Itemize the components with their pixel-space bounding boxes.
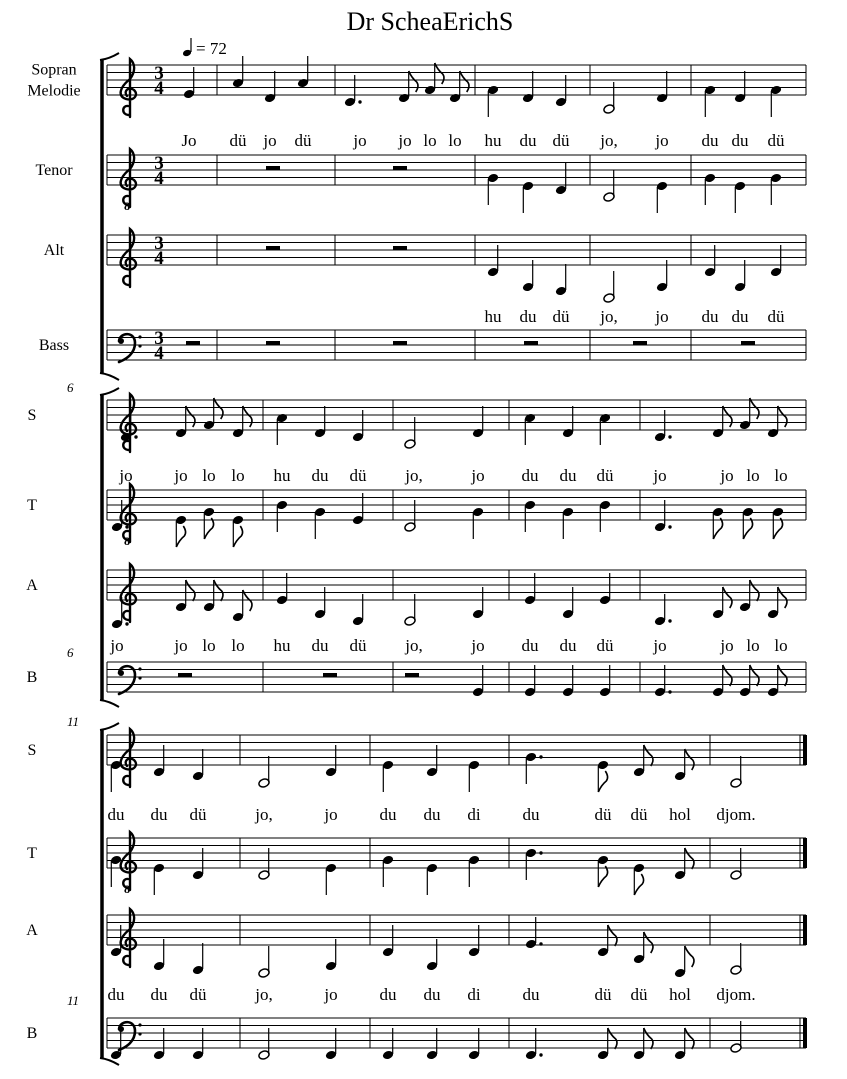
note — [599, 500, 611, 532]
note — [599, 413, 611, 445]
lyric-syllable: jo — [398, 131, 412, 150]
lyric-syllable: hu — [273, 636, 291, 655]
lyric-syllable: du — [107, 985, 125, 1004]
note — [325, 863, 337, 895]
staff — [26, 909, 806, 1004]
note-flag — [778, 665, 787, 686]
measure-number: 6 — [67, 645, 74, 660]
staff-label: Tenor — [35, 162, 73, 179]
notes-layer — [107, 56, 787, 1060]
augmentation-dot — [539, 851, 542, 854]
treble-clef-icon — [121, 909, 136, 967]
staff-label: A — [26, 922, 38, 939]
note — [562, 507, 574, 539]
bass-clef-icon-colon-lower — [138, 1032, 141, 1035]
tempo-value: = 72 — [196, 39, 227, 58]
lyric-syllable: jo — [263, 131, 277, 150]
staff-label: A — [26, 577, 38, 594]
lyric-syllable: dü — [594, 805, 612, 824]
lyric-syllable: Jo — [181, 131, 197, 150]
note-flag — [778, 406, 787, 427]
whole-rest — [393, 246, 407, 250]
lyric-syllable: dü — [767, 131, 785, 150]
note — [424, 63, 444, 95]
lyric-syllable: dü — [596, 636, 614, 655]
note — [597, 760, 609, 792]
lyric-syllable: du — [311, 636, 329, 655]
lyric-syllable: lo — [774, 636, 788, 655]
note — [276, 413, 288, 445]
lyric-syllable: jo — [119, 466, 133, 485]
lyric-syllable: dü — [630, 985, 648, 1004]
augmentation-dot — [668, 525, 671, 528]
lyric-syllable: lo — [746, 636, 760, 655]
lyric-syllable: dü — [594, 985, 612, 1004]
lyric-syllable: jo — [720, 636, 734, 655]
lyric-syllable: du — [731, 307, 749, 326]
staff — [27, 1018, 806, 1050]
staff — [27, 832, 806, 896]
note — [153, 863, 165, 895]
staff-label: B — [26, 1025, 38, 1042]
lyric-syllable: du — [379, 985, 397, 1004]
note — [730, 943, 742, 975]
note — [712, 587, 732, 619]
system-3 — [26, 714, 806, 1065]
lyric-syllable: jo — [174, 466, 188, 485]
lyric-syllable: jo, — [600, 131, 618, 150]
note — [603, 271, 615, 303]
note — [734, 181, 746, 213]
lyric-syllable: di — [467, 805, 481, 824]
score-title: Dr ScheaErichS — [346, 7, 514, 36]
lyric-syllable: jo — [110, 636, 124, 655]
whole-rest — [323, 673, 337, 677]
treble-clef-icon — [121, 59, 136, 117]
note — [633, 932, 653, 964]
note-flag — [723, 406, 732, 427]
note — [426, 939, 438, 971]
note — [562, 587, 574, 619]
bass-clef-icon-dot — [118, 670, 124, 676]
lyric-syllable: du — [521, 466, 539, 485]
lyric-syllable: jo — [653, 636, 667, 655]
note — [487, 173, 499, 205]
lyric-syllable: jo — [324, 805, 338, 824]
note — [742, 507, 754, 539]
augmentation-dot — [668, 690, 671, 693]
lyric-syllable: du — [107, 805, 125, 824]
lyric-syllable: jo, — [255, 985, 273, 1004]
octave-down-mark: 8 — [124, 534, 130, 548]
measure-number: 11 — [67, 993, 80, 1008]
staff — [35, 149, 806, 213]
bracket-top-hook — [100, 388, 119, 395]
lyric-syllable: du — [701, 307, 719, 326]
note — [603, 82, 615, 114]
lyric-syllable: du — [519, 131, 537, 150]
lyric-syllable: dü — [189, 985, 207, 1004]
treble-clef-icon — [121, 229, 136, 287]
note-flag — [750, 665, 759, 686]
bracket-bottom-hook — [100, 373, 119, 380]
lyric-syllable: hu — [273, 466, 291, 485]
note — [110, 760, 122, 792]
bass-clef-icon-colon-upper — [138, 667, 141, 670]
whole-rest — [266, 341, 280, 345]
lyric-syllable: jo, — [255, 805, 273, 824]
note — [525, 752, 543, 784]
bracket-top-hook — [100, 723, 119, 730]
note — [352, 594, 364, 626]
lyric-syllable: du — [423, 805, 441, 824]
note — [258, 946, 270, 978]
lyric-syllable: jo — [324, 985, 338, 1004]
bass-clef-icon-dot — [118, 338, 124, 344]
half-rest — [405, 673, 419, 677]
lyric-syllable: jo — [655, 131, 669, 150]
lyric-syllable: dü — [189, 805, 207, 824]
time-signature-denominator: 4 — [154, 78, 164, 99]
lyric-syllable: jo, — [405, 636, 423, 655]
lyric-syllable: dü — [229, 131, 247, 150]
time-signature-numerator: 3 — [154, 328, 164, 349]
lyric-syllable: lo — [202, 466, 216, 485]
note — [524, 413, 536, 445]
note-flag — [233, 526, 242, 547]
lyric-syllable: di — [467, 985, 481, 1004]
note — [404, 594, 416, 626]
note-flag — [713, 518, 722, 539]
time-signature-numerator: 3 — [154, 233, 164, 254]
note — [404, 417, 416, 449]
note — [382, 855, 394, 887]
note — [525, 917, 543, 949]
lyric-syllable: djom. — [716, 985, 756, 1004]
staff — [44, 229, 806, 326]
bass-clef-icon-colon-lower — [138, 676, 141, 679]
treble-clef-icon — [121, 394, 136, 452]
lyric-syllable: du — [379, 805, 397, 824]
lyric-syllable: hol — [669, 805, 691, 824]
note-flag — [685, 1028, 694, 1049]
staff — [26, 564, 806, 655]
lyric-syllable: jo — [471, 466, 485, 485]
lyric-syllable: du — [701, 131, 719, 150]
lyric-syllable: hol — [669, 985, 691, 1004]
time-signature-denominator: 4 — [154, 248, 164, 269]
note-flag — [750, 580, 759, 601]
note — [110, 855, 122, 887]
note — [704, 173, 716, 205]
staff-label: T — [27, 845, 37, 862]
note — [555, 163, 567, 195]
note-flag — [243, 590, 252, 611]
staff-label: S — [27, 407, 37, 424]
note-flag — [214, 398, 223, 419]
note — [525, 848, 543, 880]
note-flag — [773, 518, 782, 539]
note — [175, 515, 187, 547]
note — [487, 85, 499, 117]
staff — [28, 729, 806, 824]
note-flag — [685, 946, 694, 967]
note-flag — [644, 932, 653, 953]
note-flag — [608, 925, 617, 946]
bass-clef-icon-colon-lower — [138, 344, 141, 347]
time-signature-numerator: 3 — [154, 63, 164, 84]
lyric-syllable: dü — [630, 805, 648, 824]
measure-number: 11 — [67, 714, 80, 729]
whole-rest — [393, 166, 407, 170]
note-flag — [723, 587, 732, 608]
note-flag — [460, 71, 469, 92]
note-flag — [685, 848, 694, 869]
staff-label: Bass — [38, 337, 70, 354]
octave-down-mark: 8 — [124, 199, 130, 213]
lyric-syllable: hu — [484, 131, 502, 150]
lyric-syllable: du — [521, 636, 539, 655]
staff-label: Melodie — [27, 82, 81, 100]
system-2 — [26, 380, 806, 707]
augmentation-dot — [539, 942, 542, 945]
note-flag — [435, 63, 444, 84]
lyric-syllable: dü — [767, 307, 785, 326]
note-flag — [743, 518, 752, 539]
lyric-syllable: lo — [231, 466, 245, 485]
lyric-syllable: du — [423, 985, 441, 1004]
note-flag — [598, 866, 607, 887]
note — [232, 515, 244, 547]
bracket-bottom-hook — [100, 700, 119, 707]
lyric-syllable: djom. — [716, 805, 756, 824]
whole-rest — [741, 341, 755, 345]
note — [203, 398, 223, 430]
whole-rest — [524, 341, 538, 345]
note — [633, 863, 645, 895]
lyric-syllable: du — [522, 805, 540, 824]
lyric-syllable: dü — [552, 131, 570, 150]
note — [555, 264, 567, 296]
staff — [27, 59, 806, 150]
note — [772, 507, 784, 539]
lyric-syllable: du — [731, 131, 749, 150]
note — [597, 855, 609, 887]
note — [770, 85, 782, 117]
note — [656, 181, 668, 213]
note — [382, 760, 394, 792]
lyric-syllable: lo — [774, 466, 788, 485]
staff — [28, 394, 806, 485]
note — [770, 173, 782, 205]
note — [739, 398, 759, 430]
lyric-syllable: jo — [720, 466, 734, 485]
augmentation-dot — [539, 755, 542, 758]
lyric-syllable: hu — [484, 307, 502, 326]
note — [276, 500, 288, 532]
note — [111, 597, 129, 629]
lyric-syllable: jo — [174, 636, 188, 655]
lyric-syllable: jo, — [405, 466, 423, 485]
whole-rest — [393, 341, 407, 345]
whole-rest — [266, 166, 280, 170]
note-flag — [608, 1028, 617, 1049]
treble-clef-icon — [121, 564, 136, 622]
note — [192, 943, 204, 975]
note-flag — [750, 398, 759, 419]
lyric-syllable: du — [559, 636, 577, 655]
note-flag — [409, 71, 418, 92]
note — [472, 587, 484, 619]
augmentation-dot — [539, 1053, 542, 1056]
note — [314, 587, 326, 619]
time-signature-denominator: 4 — [154, 343, 164, 364]
treble-clef-icon — [121, 729, 136, 787]
system-1 — [27, 53, 806, 380]
lyric-syllable: jo — [655, 307, 669, 326]
note — [524, 500, 536, 532]
bracket-top-hook — [100, 53, 119, 60]
note — [232, 590, 252, 622]
augmentation-dot — [358, 100, 361, 103]
lyric-syllable: du — [522, 985, 540, 1004]
lyric-syllable: du — [150, 985, 168, 1004]
lyric-syllable: lo — [448, 131, 462, 150]
note — [153, 939, 165, 971]
note — [603, 170, 615, 202]
note — [654, 594, 672, 626]
lyric-syllable: jo — [353, 131, 367, 150]
note — [314, 507, 326, 539]
time-signature-numerator: 3 — [154, 153, 164, 174]
whole-rest — [633, 341, 647, 345]
note-flag — [214, 580, 223, 601]
bass-clef-icon-colon-upper — [138, 335, 141, 338]
lyric-syllable: lo — [231, 636, 245, 655]
note — [426, 863, 438, 895]
lyric-syllable: du — [311, 466, 329, 485]
note — [712, 507, 724, 539]
lyric-syllable: jo — [653, 466, 667, 485]
tempo-marking — [182, 38, 227, 58]
lyric-syllable: dü — [596, 466, 614, 485]
lyric-syllable: du — [519, 307, 537, 326]
augmentation-dot — [134, 435, 137, 438]
staff — [27, 484, 806, 548]
note — [472, 507, 484, 539]
note — [767, 587, 787, 619]
staff-label: Alt — [43, 242, 65, 259]
note — [522, 181, 534, 213]
note — [468, 760, 480, 792]
note-flag — [204, 518, 213, 539]
octave-down-mark: 8 — [124, 882, 130, 896]
note-flag — [243, 406, 252, 427]
lyric-syllable: dü — [349, 466, 367, 485]
augmentation-dot — [668, 619, 671, 622]
staff — [27, 662, 806, 694]
note — [258, 756, 270, 788]
note-flag — [186, 406, 195, 427]
note-flag — [644, 745, 653, 766]
whole-rest — [266, 246, 280, 250]
note-flag — [598, 771, 607, 792]
note — [203, 507, 215, 539]
staff — [39, 328, 806, 364]
lyric-syllable: lo — [423, 131, 437, 150]
note-flag — [778, 587, 787, 608]
augmentation-dot — [125, 525, 128, 528]
staff-label: B — [26, 669, 38, 686]
staff-label: S — [27, 742, 37, 759]
note-flag — [644, 1028, 653, 1049]
note-flag — [723, 665, 732, 686]
note — [468, 855, 480, 887]
note-flag — [685, 749, 694, 770]
note — [674, 946, 694, 978]
staff-label: T — [27, 497, 37, 514]
whole-rest — [186, 341, 200, 345]
staff-label: Sopran — [31, 61, 77, 79]
lyric-syllable: du — [559, 466, 577, 485]
note-flag — [176, 526, 185, 547]
lyric-syllable: lo — [746, 466, 760, 485]
lyric-syllable: dü — [294, 131, 312, 150]
augmentation-dot — [668, 435, 671, 438]
bass-clef-icon-colon-upper — [138, 1023, 141, 1026]
lyric-syllable: lo — [202, 636, 216, 655]
whole-rest — [178, 673, 192, 677]
measure-number: 6 — [67, 380, 74, 395]
lyric-syllable: jo, — [600, 307, 618, 326]
note-flag — [634, 874, 643, 895]
augmentation-dot — [125, 622, 128, 625]
note — [730, 756, 742, 788]
note — [183, 67, 195, 99]
lyric-syllable: dü — [349, 636, 367, 655]
note — [704, 85, 716, 117]
bracket-bottom-hook — [100, 1058, 119, 1065]
time-signature-denominator: 4 — [154, 168, 164, 189]
lyric-syllable: dü — [552, 307, 570, 326]
note-flag — [186, 580, 195, 601]
note — [325, 939, 337, 971]
lyric-syllable: jo — [471, 636, 485, 655]
lyric-syllable: du — [150, 805, 168, 824]
